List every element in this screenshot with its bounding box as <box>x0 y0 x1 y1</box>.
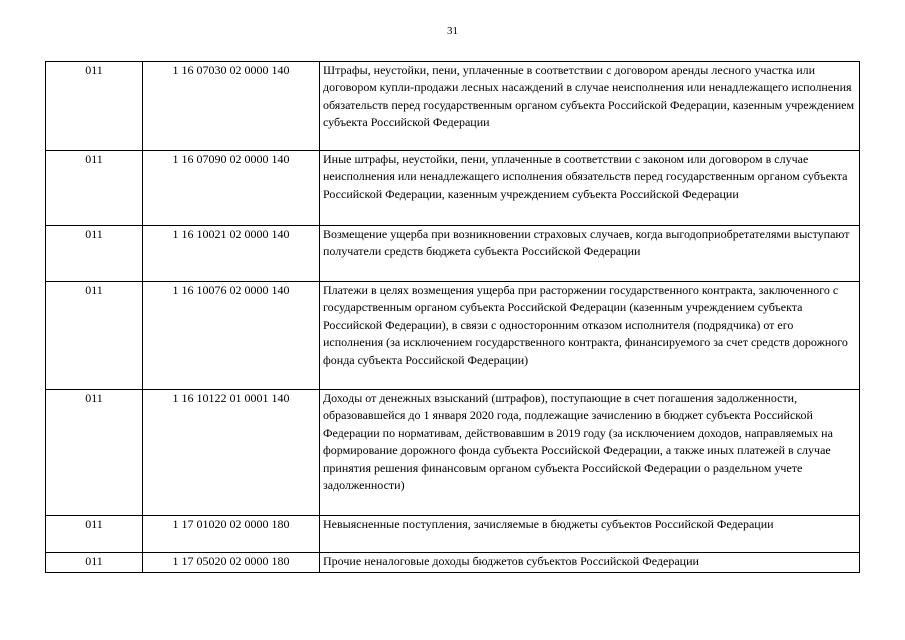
income-name-cell: Иные штрафы, неустойки, пени, уплаченные в соответствии с законом или договором в случае неисполнения или ненадлежащего исполнения обязательств перед государственным органом субъекта Российской Федерации, казенным учреждением субъекта Российской Федерации <box>320 151 860 226</box>
income-name-cell: Невыясненные поступления, зачисляемые в бюджеты субъектов Российской Федерации <box>320 516 860 553</box>
admin-code-cell: 011 <box>46 151 143 226</box>
admin-code-cell: 011 <box>46 282 143 390</box>
admin-code-cell: 011 <box>46 62 143 151</box>
budget-code-cell: 1 17 01020 02 0000 180 <box>143 516 320 553</box>
table-row <box>46 516 860 553</box>
budget-code-cell: 1 16 10021 02 0000 140 <box>143 226 320 282</box>
income-name-cell: Доходы от денежных взысканий (штрафов), поступающие в счет погашения задолженности, образовавшейся до 1 января 2020 года, подлежащие зачислению в бюджет субъекта Российской Федерации по нормативам, действовавшим в 2019 году (за исключением доходов, направляемых на формирование дорожного фонда субъекта Российской Федерации, а также иных платежей в случае принятия решения финансовым органом субъекта Российской Федерации о раздельном учете задолженности) <box>320 390 860 516</box>
admin-code-cell: 011 <box>46 553 143 573</box>
table-row <box>46 151 860 226</box>
admin-code-cell: 011 <box>46 390 143 516</box>
income-name-cell: Возмещение ущерба при возникновении страховых случаев, когда выгодоприобретателями выступают получатели средств бюджета субъекта Российской Федерации <box>320 226 860 282</box>
table-row <box>46 226 860 282</box>
income-name-cell: Прочие неналоговые доходы бюджетов субъектов Российской Федерации <box>320 553 860 573</box>
income-name-cell: Платежи в целях возмещения ущерба при расторжении государственного контракта, заключенного с государственным органом субъекта Российской Федерации (казенным учреждением субъекта Российской Федерации), в связи с односторонним отказом исполнителя (подрядчика) от его исполнения (за исключением государственного контракта, финансируемого за счет средств дорожного фонда субъекта Российской Федерации) <box>320 282 860 390</box>
budget-code-cell: 1 16 10076 02 0000 140 <box>143 282 320 390</box>
budget-code-cell: 1 17 05020 02 0000 180 <box>143 553 320 573</box>
budget-code-cell: 1 16 10122 01 0001 140 <box>143 390 320 516</box>
admin-code-cell: 011 <box>46 226 143 282</box>
table-row <box>46 553 860 573</box>
table-row <box>46 62 860 151</box>
table-row <box>46 282 860 390</box>
table-row <box>46 390 860 516</box>
revenue-codes-table <box>45 61 860 573</box>
budget-code-cell: 1 16 07090 02 0000 140 <box>143 151 320 226</box>
income-name-cell: Штрафы, неустойки, пени, уплаченные в соответствии с договором аренды лесного участка или договором купли-продажи лесных насаждений в случае неисполнения или ненадлежащего исполнения обязательств перед государственным органом субъекта Российской Федерации, казенным учреждением субъекта Российской Федерации <box>320 62 860 151</box>
page-number: 31 <box>447 25 458 37</box>
budget-code-cell: 1 16 07030 02 0000 140 <box>143 62 320 151</box>
admin-code-cell: 011 <box>46 516 143 553</box>
